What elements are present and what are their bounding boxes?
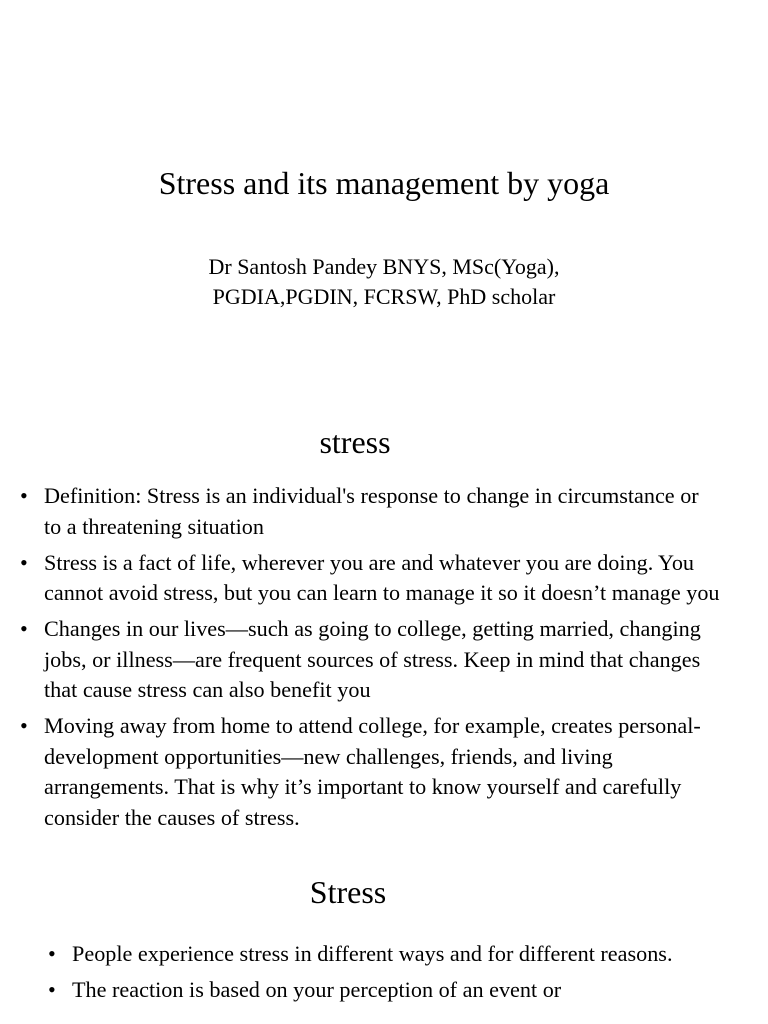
stress-bullet-list	[20, 481, 720, 839]
section-heading-stress: stress	[319, 424, 391, 460]
slide-title: Stress and its management by yoga	[158, 165, 610, 201]
section-heading-stress-2: Stress	[309, 874, 387, 910]
author-credits	[0, 252, 768, 312]
bullet-item: • The reaction is based on your perception of an event or	[48, 975, 703, 1006]
stress-bullet-list-2	[48, 939, 703, 1011]
author-line-1: Dr Santosh Pandey BNYS, MSc(Yoga),	[208, 254, 560, 279]
author-line-2: PGDIA,PGDIN, FCRSW, PhD scholar	[212, 284, 556, 309]
bullet-item: • Stress is a fact of life, wherever you are and whatever you are doing. You cannot avoid stress, but you can learn to manage it so it doesn’t manage you	[20, 548, 720, 609]
bullet-item: • Definition: Stress is an individual's response to change in circumstance or to a threatening situation	[20, 481, 720, 542]
bullet-item: • Changes in our lives—such as going to college, getting married, changing jobs, or illness—are frequent sources of stress. Keep in mind that changes that cause stress can also benefit you	[20, 614, 720, 706]
bullet-item: • People experience stress in different ways and for different reasons.	[48, 939, 703, 970]
bullet-item: • Moving away from home to attend college, for example, creates personal-development opportunities—new challenges, friends, and living arrangements. That is why it’s important to know yourself and carefully consider the causes of stress.	[20, 711, 720, 833]
